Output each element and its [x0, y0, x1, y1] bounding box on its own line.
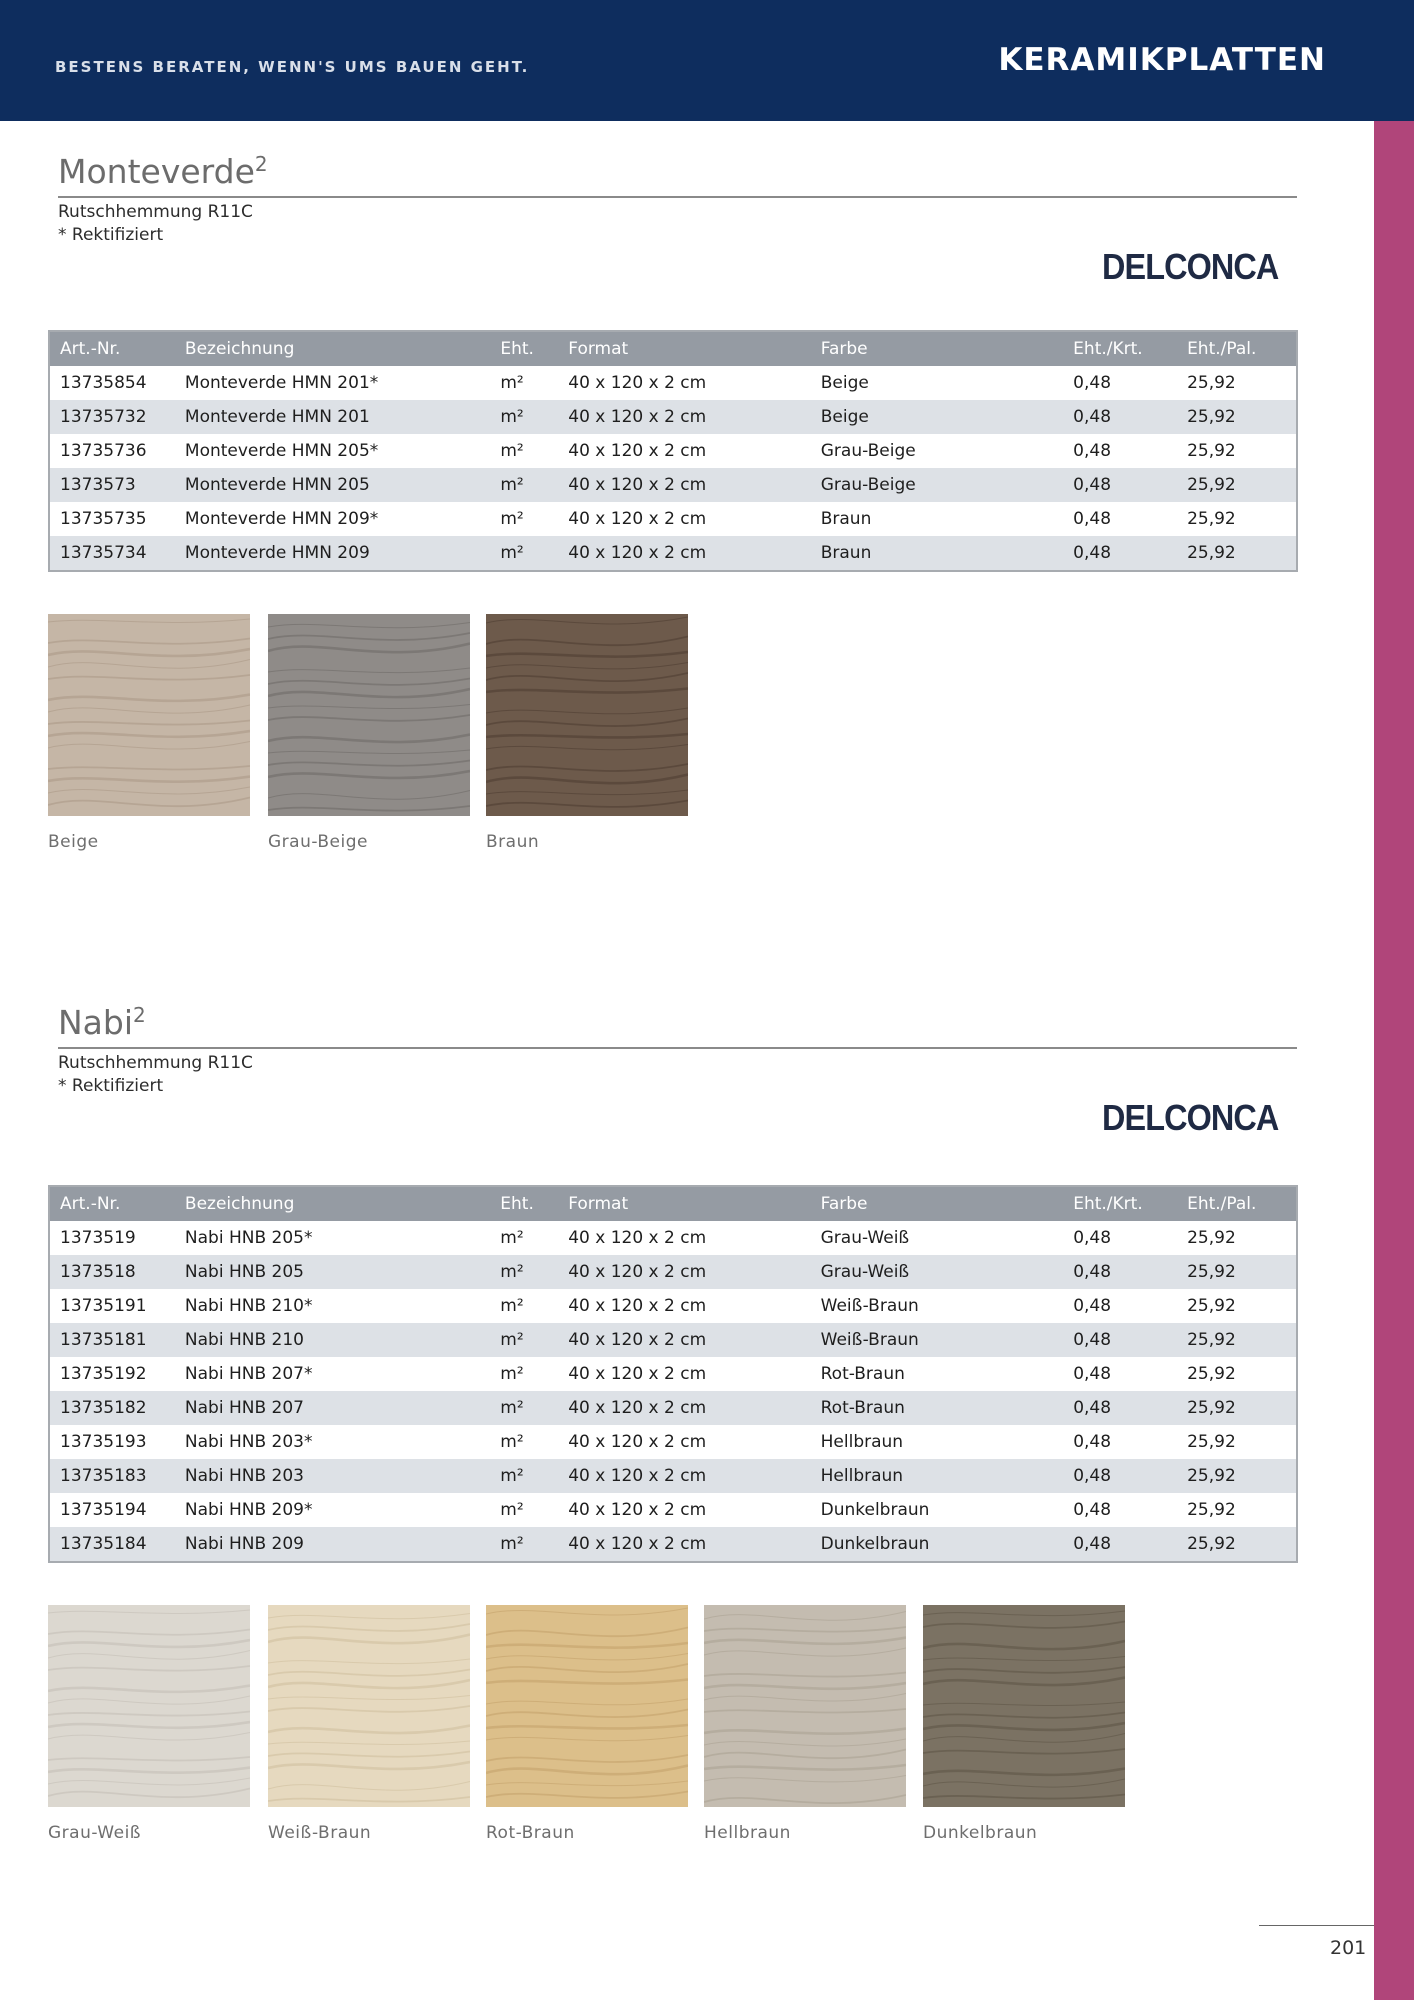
table-cell: m²	[490, 1289, 558, 1323]
column-header: Format	[558, 331, 810, 366]
table-cell: Grau-Weiß	[811, 1221, 1064, 1255]
table-cell: Hellbraun	[811, 1459, 1064, 1493]
table-cell: 13735193	[49, 1425, 175, 1459]
swatch	[268, 614, 470, 852]
table-cell: 13735735	[49, 502, 175, 536]
table-cell: Nabi HNB 203*	[175, 1425, 490, 1459]
table-cell: 40 x 120 x 2 cm	[558, 1425, 810, 1459]
table-cell: m²	[490, 1493, 558, 1527]
tile-texture-image	[48, 614, 250, 816]
table-cell: m²	[490, 502, 558, 536]
table-cell: Nabi HNB 210*	[175, 1289, 490, 1323]
section-title-sup: 2	[254, 152, 268, 176]
table-cell: Monteverde HMN 201*	[175, 366, 490, 400]
product-table	[48, 1185, 1298, 1563]
section-title-text: Monteverde	[58, 152, 255, 191]
table-cell: m²	[490, 468, 558, 502]
table-cell: Dunkelbraun	[811, 1527, 1064, 1562]
tile-texture-image	[486, 614, 688, 816]
table-cell: Nabi HNB 210	[175, 1323, 490, 1357]
table-body	[49, 1221, 1297, 1562]
title-rule	[58, 196, 1297, 198]
table-cell: 13735183	[49, 1459, 175, 1493]
table-cell: 40 x 120 x 2 cm	[558, 536, 810, 571]
table-cell: 0,48	[1063, 1221, 1177, 1255]
table-cell: 13735192	[49, 1357, 175, 1391]
table-cell: 40 x 120 x 2 cm	[558, 1323, 810, 1357]
table-cell: 13735734	[49, 536, 175, 571]
table-row	[49, 1425, 1297, 1459]
table-row	[49, 468, 1297, 502]
swatch	[48, 1605, 250, 1843]
table-cell: 0,48	[1063, 400, 1177, 434]
table-cell: 13735191	[49, 1289, 175, 1323]
header-title: KERAMIKPLATTEN	[998, 42, 1326, 78]
table-cell: 13735736	[49, 434, 175, 468]
table-cell: 13735732	[49, 400, 175, 434]
table-cell: 1373573	[49, 468, 175, 502]
table-cell: 25,92	[1177, 1289, 1297, 1323]
table-header-row	[49, 1186, 1297, 1221]
table-row	[49, 1459, 1297, 1493]
table-cell: 25,92	[1177, 1357, 1297, 1391]
table-cell: 1373519	[49, 1221, 175, 1255]
tile-texture-image	[704, 1605, 906, 1807]
table-cell: Hellbraun	[811, 1425, 1064, 1459]
table-cell: 25,92	[1177, 468, 1297, 502]
swatch-label: Dunkelbraun	[923, 1823, 1038, 1843]
column-header: Eht.	[490, 1186, 558, 1221]
section-title-text: Nabi	[58, 1003, 134, 1042]
table-cell: 40 x 120 x 2 cm	[558, 1391, 810, 1425]
table-cell: 0,48	[1063, 366, 1177, 400]
delconca-logo	[1098, 1088, 1298, 1148]
table-cell: Grau-Weiß	[811, 1255, 1064, 1289]
table-cell: 25,92	[1177, 400, 1297, 434]
column-header: Eht./Pal.	[1177, 1186, 1297, 1221]
table-row	[49, 1221, 1297, 1255]
table-row	[49, 1493, 1297, 1527]
table-cell: Monteverde HMN 205	[175, 468, 490, 502]
table-cell: 40 x 120 x 2 cm	[558, 1255, 810, 1289]
table-cell: 40 x 120 x 2 cm	[558, 1459, 810, 1493]
table-cell: m²	[490, 434, 558, 468]
column-header: Farbe	[811, 1186, 1064, 1221]
table-cell: m²	[490, 1255, 558, 1289]
table-cell: 0,48	[1063, 1255, 1177, 1289]
table-cell: Monteverde HMN 209	[175, 536, 490, 571]
table-cell: m²	[490, 1459, 558, 1493]
table-row	[49, 1323, 1297, 1357]
table-cell: Weiß-Braun	[811, 1289, 1064, 1323]
swatch-label: Rot-Braun	[486, 1823, 575, 1843]
section-title-sup: 2	[133, 1003, 146, 1027]
table-row	[49, 1357, 1297, 1391]
table-cell: 0,48	[1063, 1391, 1177, 1425]
table-cell: 40 x 120 x 2 cm	[558, 468, 810, 502]
table-cell: 13735194	[49, 1493, 175, 1527]
table-cell: Monteverde HMN 209*	[175, 502, 490, 536]
swatch	[486, 1605, 688, 1843]
delconca-logo-text: DELCONCA	[1102, 1097, 1279, 1138]
product-table	[48, 330, 1298, 572]
table-cell: Nabi HNB 209	[175, 1527, 490, 1562]
table-cell: Beige	[811, 366, 1063, 400]
table-cell: 40 x 120 x 2 cm	[558, 502, 810, 536]
table-row	[49, 1527, 1297, 1562]
table-cell: Braun	[811, 536, 1063, 571]
rectified-note: * Rektifiziert	[58, 1076, 164, 1096]
table-cell: m²	[490, 1357, 558, 1391]
table-cell: 40 x 120 x 2 cm	[558, 1493, 810, 1527]
table-cell: 13735182	[49, 1391, 175, 1425]
column-header: Eht./Krt.	[1063, 331, 1177, 366]
swatch-label: Grau-Weiß	[48, 1823, 142, 1843]
table-cell: Nabi HNB 209*	[175, 1493, 490, 1527]
page-number-rule	[1259, 1925, 1374, 1926]
table-cell: 40 x 120 x 2 cm	[558, 1527, 810, 1562]
table-cell: m²	[490, 536, 558, 571]
table-cell: Grau-Beige	[811, 468, 1063, 502]
table-cell: 0,48	[1063, 434, 1177, 468]
table-cell: Rot-Braun	[811, 1391, 1064, 1425]
table-cell: 25,92	[1177, 366, 1297, 400]
table-cell: 0,48	[1063, 1493, 1177, 1527]
swatch-label: Weiß-Braun	[268, 1823, 372, 1843]
table-cell: 0,48	[1063, 1527, 1177, 1562]
column-header: Format	[558, 1186, 810, 1221]
table-cell: m²	[490, 1391, 558, 1425]
table-cell: Dunkelbraun	[811, 1493, 1064, 1527]
table-cell: 1373518	[49, 1255, 175, 1289]
column-header: Art.-Nr.	[49, 1186, 175, 1221]
table-cell: Nabi HNB 203	[175, 1459, 490, 1493]
table-header-row	[49, 331, 1297, 366]
table-cell: 13735184	[49, 1527, 175, 1562]
slip-resistance-text: Rutschhemmung R11C	[58, 202, 253, 222]
table-cell: 13735854	[49, 366, 175, 400]
table-cell: 40 x 120 x 2 cm	[558, 1357, 810, 1391]
section-title	[58, 1003, 146, 1042]
column-header: Farbe	[811, 331, 1063, 366]
swatch	[48, 614, 250, 852]
swatch-label: Hellbraun	[704, 1823, 791, 1843]
table-cell: 40 x 120 x 2 cm	[558, 366, 810, 400]
table-cell: 0,48	[1063, 1357, 1177, 1391]
table-cell: 0,48	[1063, 468, 1177, 502]
table-cell: Nabi HNB 207*	[175, 1357, 490, 1391]
section-title	[58, 152, 268, 191]
table-cell: 25,92	[1177, 1391, 1297, 1425]
table-cell: 0,48	[1063, 502, 1177, 536]
side-accent-bar	[1374, 121, 1414, 2000]
table-cell: 40 x 120 x 2 cm	[558, 1289, 810, 1323]
table-cell: 0,48	[1063, 1425, 1177, 1459]
table-body	[49, 366, 1297, 571]
table-cell: Rot-Braun	[811, 1357, 1064, 1391]
table-cell: 40 x 120 x 2 cm	[558, 1221, 810, 1255]
column-header: Eht./Krt.	[1063, 1186, 1177, 1221]
table-cell: m²	[490, 400, 558, 434]
table-cell: 0,48	[1063, 536, 1177, 571]
table-cell: Weiß-Braun	[811, 1323, 1064, 1357]
table-cell: m²	[490, 1221, 558, 1255]
table-cell: 13735181	[49, 1323, 175, 1357]
delconca-logo	[1098, 237, 1298, 297]
delconca-logo-text: DELCONCA	[1102, 246, 1279, 287]
table-cell: m²	[490, 1323, 558, 1357]
header-band	[0, 0, 1414, 121]
table-cell: Braun	[811, 502, 1063, 536]
table-cell: 25,92	[1177, 1323, 1297, 1357]
table-cell: Monteverde HMN 201	[175, 400, 490, 434]
table-cell: Nabi HNB 207	[175, 1391, 490, 1425]
table-row	[49, 1289, 1297, 1323]
rectified-note: * Rektifiziert	[58, 225, 164, 245]
table-cell: Grau-Beige	[811, 434, 1063, 468]
table-row	[49, 434, 1297, 468]
table-row	[49, 502, 1297, 536]
column-header: Eht./Pal.	[1177, 331, 1297, 366]
tile-texture-image	[268, 614, 470, 816]
table-row	[49, 1391, 1297, 1425]
section-monteverde	[48, 152, 1298, 872]
table-cell: 25,92	[1177, 502, 1297, 536]
tile-texture-image	[486, 1605, 688, 1807]
table-row	[49, 400, 1297, 434]
column-header: Eht.	[490, 331, 558, 366]
section-nabi	[48, 1003, 1298, 1863]
table-cell: 0,48	[1063, 1459, 1177, 1493]
table-cell: 25,92	[1177, 1255, 1297, 1289]
table-cell: 25,92	[1177, 1493, 1297, 1527]
swatch	[486, 614, 688, 852]
table-row	[49, 366, 1297, 400]
table-cell: 25,92	[1177, 1221, 1297, 1255]
table-cell: 40 x 120 x 2 cm	[558, 400, 810, 434]
tile-texture-image	[923, 1605, 1125, 1807]
table-cell: 25,92	[1177, 1459, 1297, 1493]
table-cell: Nabi HNB 205	[175, 1255, 490, 1289]
table-cell: 25,92	[1177, 1527, 1297, 1562]
table-cell: 40 x 120 x 2 cm	[558, 434, 810, 468]
swatch-label: Grau-Beige	[268, 832, 368, 852]
column-header: Bezeichnung	[175, 1186, 490, 1221]
slip-resistance-text: Rutschhemmung R11C	[58, 1053, 253, 1073]
table-cell: 0,48	[1063, 1289, 1177, 1323]
table-cell: Nabi HNB 205*	[175, 1221, 490, 1255]
tile-texture-image	[268, 1605, 470, 1807]
tile-texture-image	[48, 1605, 250, 1807]
table-cell: m²	[490, 366, 558, 400]
table-cell: Beige	[811, 400, 1063, 434]
title-rule	[58, 1047, 1297, 1049]
table-cell: 0,48	[1063, 1323, 1177, 1357]
table-row	[49, 536, 1297, 571]
table-cell: 25,92	[1177, 1425, 1297, 1459]
table-row	[49, 1255, 1297, 1289]
column-header: Art.-Nr.	[49, 331, 175, 366]
swatch	[268, 1605, 470, 1843]
table-cell: m²	[490, 1425, 558, 1459]
header-slogan: BESTENS BERATEN, WENN'S UMS BAUEN GEHT.	[55, 58, 530, 76]
swatch	[923, 1605, 1125, 1843]
swatch-label: Beige	[48, 832, 99, 852]
swatch-label: Braun	[486, 832, 540, 852]
table-cell: m²	[490, 1527, 558, 1562]
table-cell: Monteverde HMN 205*	[175, 434, 490, 468]
page-number: 201	[1330, 1937, 1367, 1959]
table-cell: 25,92	[1177, 434, 1297, 468]
column-header: Bezeichnung	[175, 331, 490, 366]
table-cell: 25,92	[1177, 536, 1297, 571]
swatch	[704, 1605, 906, 1843]
